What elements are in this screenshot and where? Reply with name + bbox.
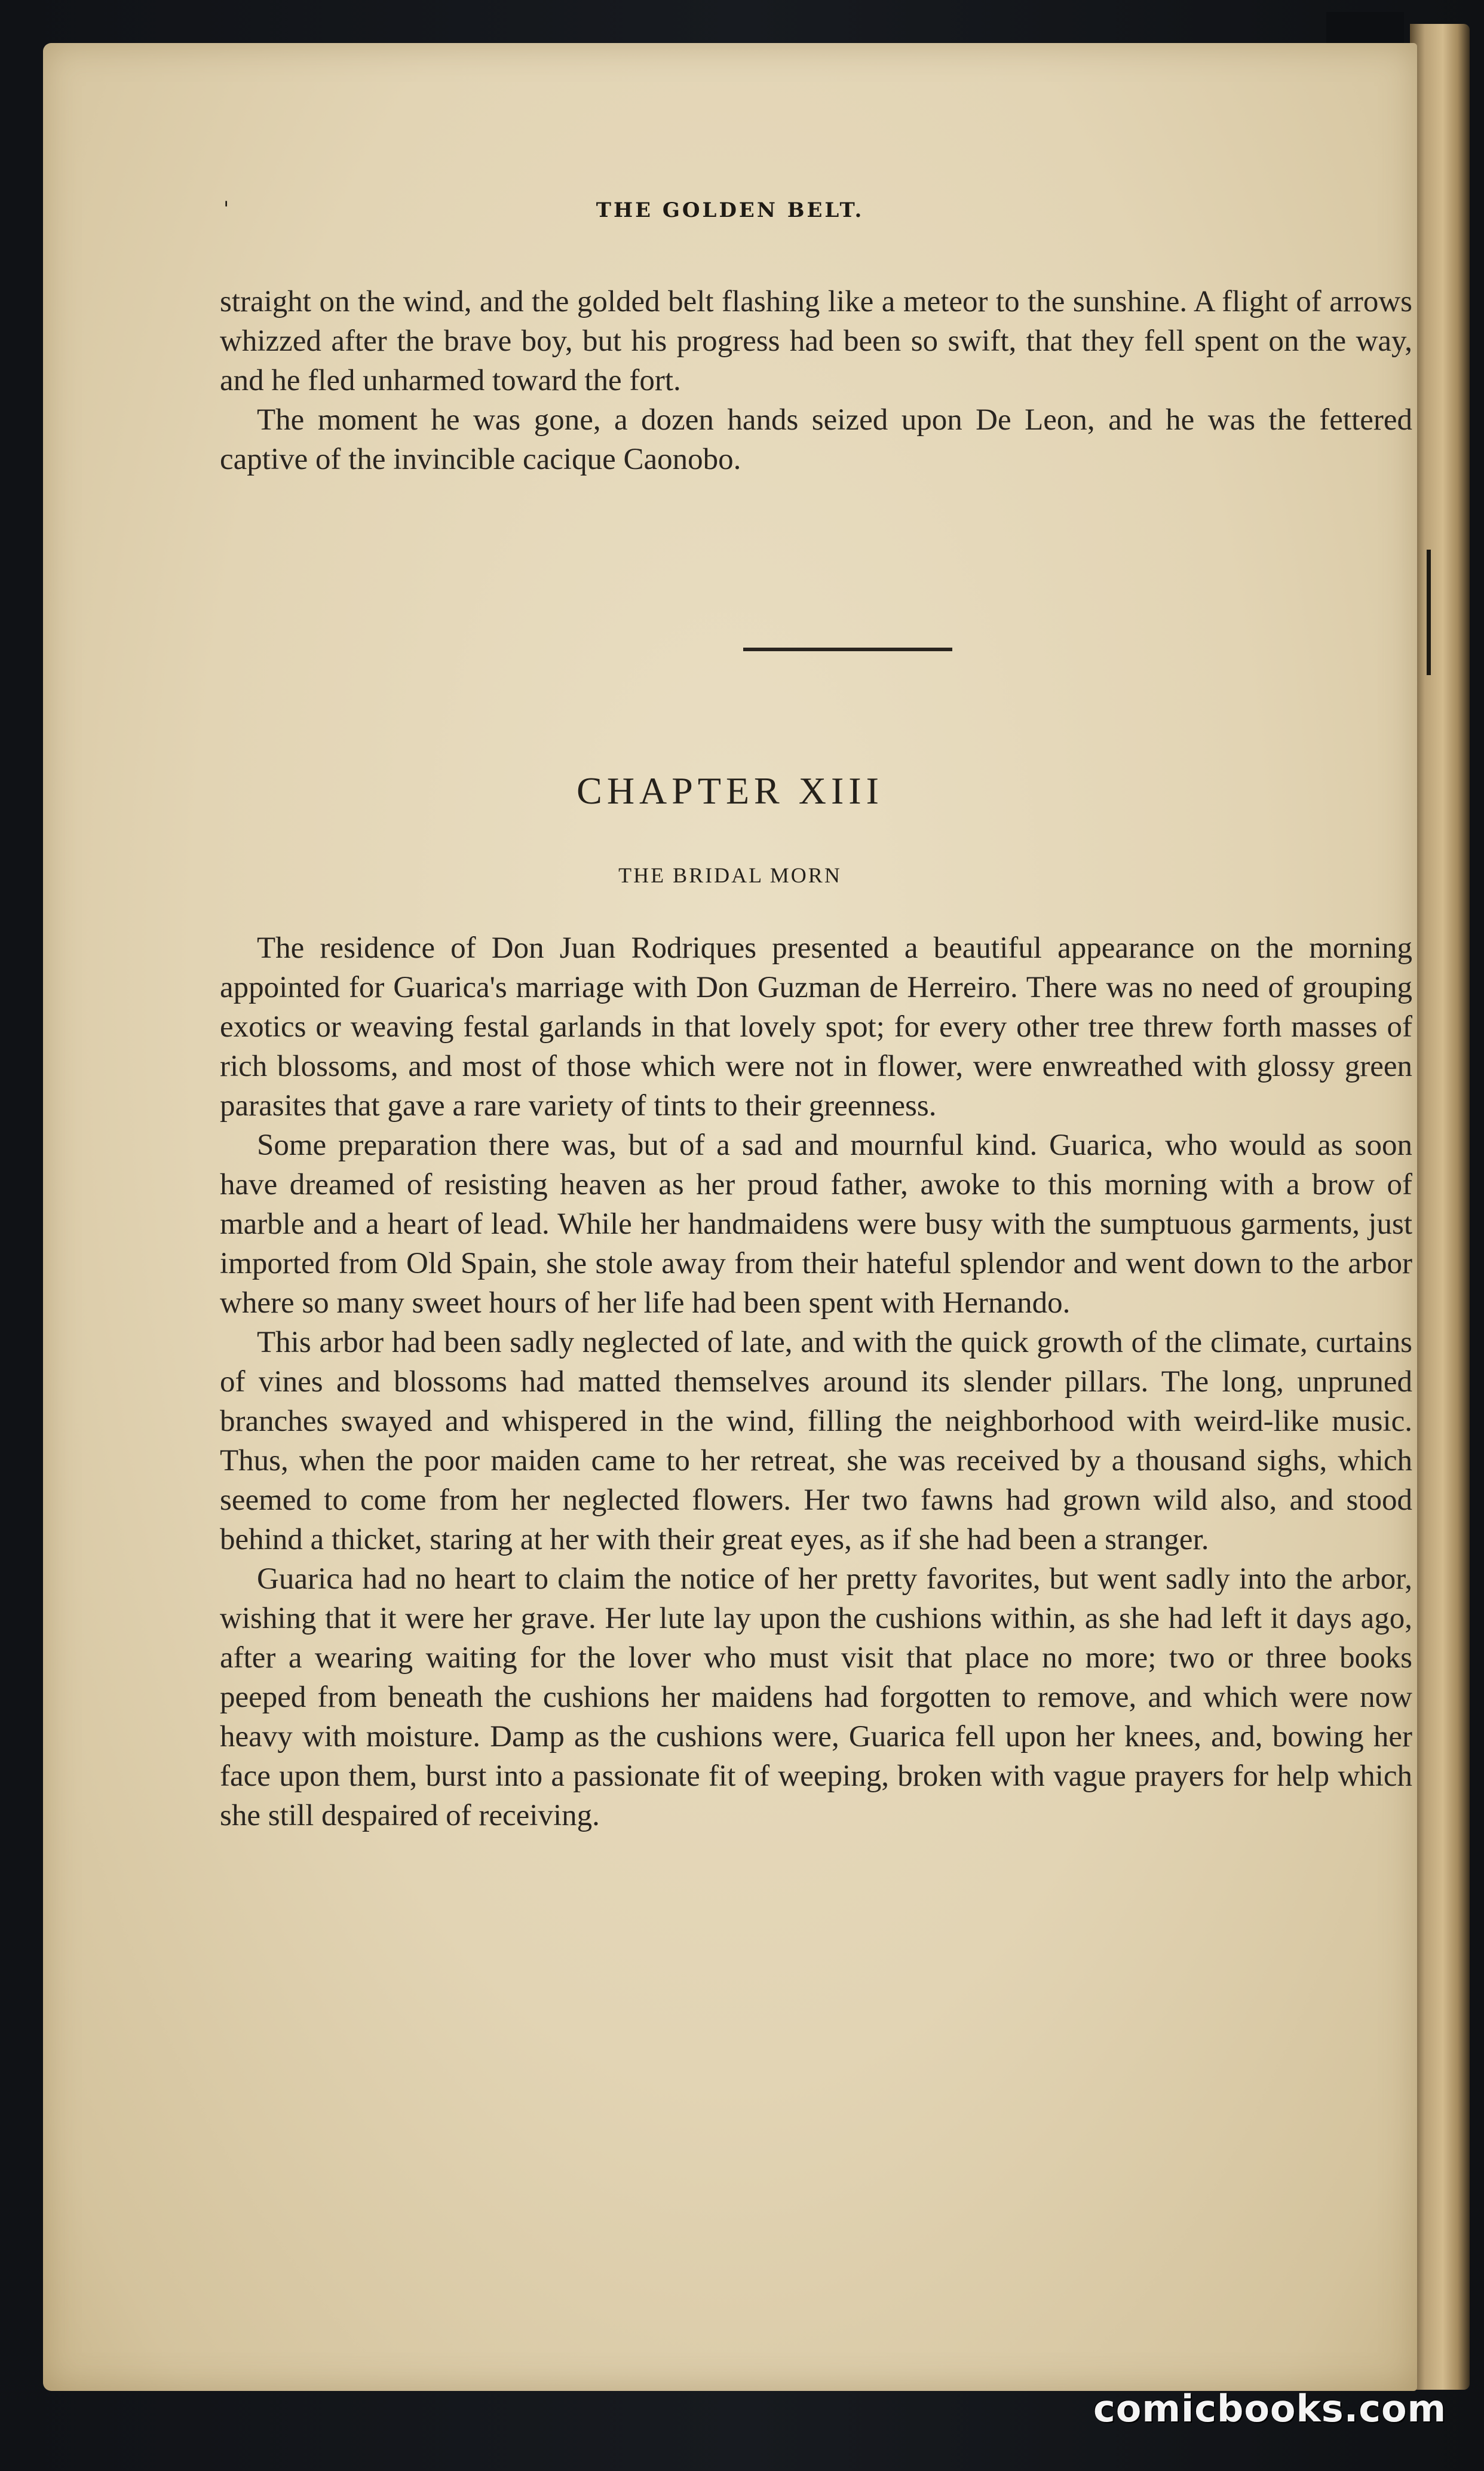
paragraph: The moment he was gone, a dozen hands seized upon De Leon, and he was the fettered captive of the invincible cacique Caonobo. xyxy=(220,403,1412,476)
chapter-subtitle: THE BRIDAL MORN xyxy=(618,863,842,887)
chapter-text-block xyxy=(220,928,1412,1835)
paragraph: Some preparation there was, but of a sad and mournful kind. Guarica, who would as soon have dreamed of resisting heaven as her proud father, awoke to this morning with a brow of marble and a heart of lead. While her handmaidens were busy with the sumptuous garments, just imported from Old Spain, she stole away from their hateful splendor and went down to the arbor where so many sweet hours of her life had been spent with Hernando. xyxy=(220,1129,1412,1320)
chapter-title: CHAPTER XIII xyxy=(577,769,884,812)
paragraph: Guarica had no heart to claim the notice of her pretty favorites, but went sadly into the arbor, wishing that it were her grave. Her lute lay upon the cushions within, as she had left it days ago, after a wearing waiting for the lover who must visit that place no more; two or three books peeped from beneath the cushions her maidens had forgotten to remove, and which were now heavy with moisture. Damp as the cushions were, Guarica fell upon her knees, and, bowing her face upon them, burst into a passionate fit of weeping, broken with vague prayers for help which she still despaired of receiving. xyxy=(220,1562,1412,1832)
watermark: comicbooks.com xyxy=(1093,2387,1447,2430)
running-head: THE GOLDEN BELT. xyxy=(596,198,864,222)
paragraph: The residence of Don Juan Rodriques presented a beautiful appearance on the morning appointed for Guarica's marriage with Don Guzman de Herreiro. There was no need of grouping exotics or weaving festal garlands in that lovely spot; for every other tree threw forth masses of rich blossoms, and most of those which were not in flower, were enwreathed with glossy green parasites that gave a rare variety of tints to their greenness. xyxy=(220,931,1412,1123)
page-edge-stack xyxy=(1410,24,1470,2390)
section-divider xyxy=(743,648,952,651)
binding-shadow xyxy=(1326,12,1404,48)
margin-mark xyxy=(1427,550,1431,675)
page-mark: ' xyxy=(223,197,229,221)
paragraph: straight on the wind, and the golded belt flashing like a meteor to the sunshine. A flight of arrows whizzed after the brave boy, but his progress had been so swift, that they fell spent on the way, and he fled unharmed toward the fort. xyxy=(220,285,1412,397)
paragraph: This arbor had been sadly neglected of late, and with the quick growth of the climate, curtains of vines and blossoms had matted themselves around its slender pillars. The long, unpruned branches swayed and whispered in the wind, filling the neighborhood with weird-like music. Thus, when the poor maiden came to her retreat, she was received by a thousand sighs, which seemed to come from her neglected flowers. Her two fawns had grown wild also, and stood behind a thicket, staring at her with their great eyes, as if she had been a stranger. xyxy=(220,1326,1412,1556)
book-page xyxy=(43,43,1417,2391)
top-text-block xyxy=(220,282,1412,479)
